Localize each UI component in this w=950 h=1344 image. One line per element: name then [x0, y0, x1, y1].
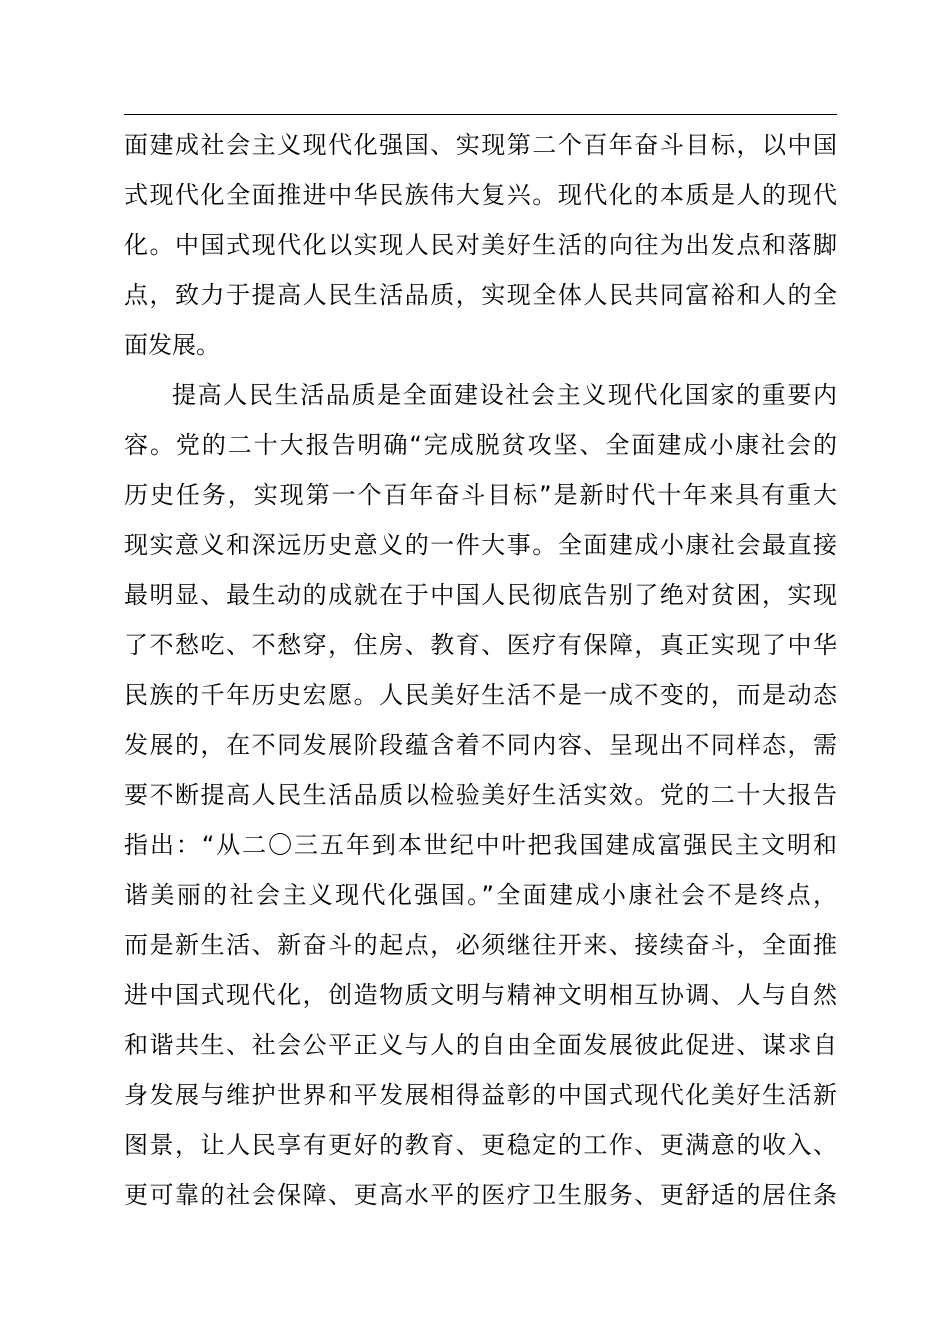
text-line: 式现代化全面推进中华民族伟大复兴。现代化的本质是人的现代: [124, 181, 837, 209]
text-line: 进中国式现代化，创造物质文明与精神文明相互协调、人与自然: [124, 981, 837, 1009]
text-line: 面发展。: [124, 331, 220, 359]
text-line: 容。党的二十大报告明确“完成脱贫攻坚、全面建成小康社会的: [124, 431, 837, 459]
text-line: 化。中国式现代化以实现人民对美好生活的向往为出发点和落脚: [124, 231, 837, 259]
text-line: 和谐共生、社会公平正义与人的自由全面发展彼此促进、谋求自: [124, 1031, 837, 1059]
text-line: 身发展与维护世界和平发展相得益彰的中国式现代化美好生活新: [124, 1081, 837, 1109]
text-line: 更可靠的社会保障、更高水平的医疗卫生服务、更舒适的居住条: [124, 1181, 837, 1209]
text-line: 提高人民生活品质是全面建设社会主义现代化国家的重要内: [172, 381, 837, 409]
text-line: 最明显、最生动的成就在于中国人民彻底告别了绝对贫困，实现: [124, 581, 837, 609]
text-line: 谐美丽的社会主义现代化强国。”全面建成小康社会不是终点，: [124, 881, 837, 909]
text-line: 面建成社会主义现代化强国、实现第二个百年奋斗目标，以中国: [124, 131, 837, 159]
text-line: 图景，让人民享有更好的教育、更稳定的工作、更满意的收入、: [124, 1131, 837, 1159]
text-line: 而是新生活、新奋斗的起点，必须继往开来、接续奋斗，全面推: [124, 931, 837, 959]
header-rule: [124, 114, 837, 115]
text-line: 指出：“从二〇三五年到本世纪中叶把我国建成富强民主文明和: [124, 831, 837, 859]
text-line: 发展的，在不同发展阶段蕴含着不同内容、呈现出不同样态，需: [124, 731, 837, 759]
text-line: 民族的千年历史宏愿。人民美好生活不是一成不变的，而是动态: [124, 681, 837, 709]
text-line: 要不断提高人民生活品质以检验美好生活实效。党的二十大报告: [124, 781, 837, 809]
text-line: 点，致力于提高人民生活品质，实现全体人民共同富裕和人的全: [124, 281, 837, 309]
text-line: 了不愁吃、不愁穿，住房、教育、医疗有保障，真正实现了中华: [124, 631, 837, 659]
text-line: 历史任务，实现第一个百年奋斗目标”是新时代十年来具有重大: [124, 481, 837, 509]
text-line: 现实意义和深远历史意义的一件大事。全面建成小康社会最直接: [124, 531, 837, 559]
body-text: [124, 120, 837, 1220]
